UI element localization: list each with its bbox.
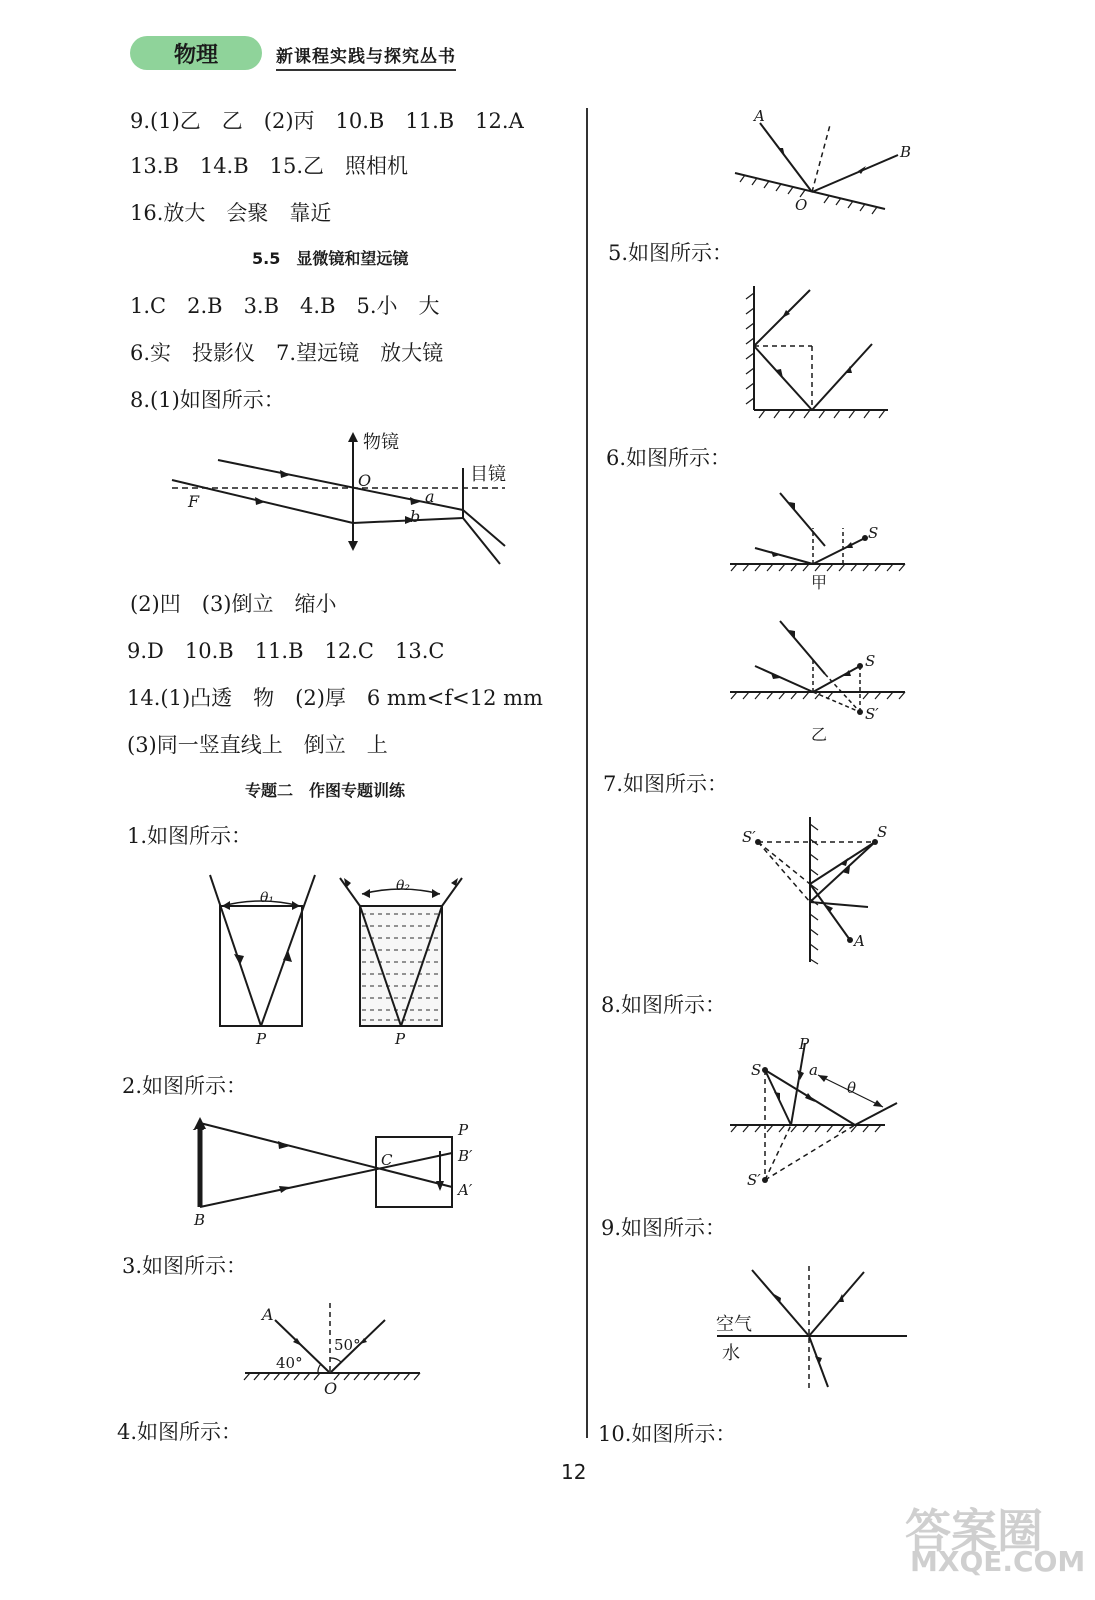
- label-O: O: [795, 196, 808, 214]
- question-5-label: 5.如图所示：: [608, 241, 734, 265]
- label-S: S: [877, 823, 888, 841]
- question-6-label: 6.如图所示：: [606, 446, 732, 470]
- angle-50-label: 50°: [334, 1336, 361, 1354]
- answer-line-14: 14.(1)凸透 物 (2)厚 6 mm<f<12 mm: [127, 686, 543, 710]
- label-S-prime: S′: [865, 705, 879, 723]
- angle-40-label: 40°: [276, 1354, 303, 1372]
- label-yi: 乙: [811, 725, 828, 744]
- microscope-diagram: [160, 430, 520, 580]
- question-7-label: 7.如图所示：: [603, 772, 729, 796]
- label-A: A: [754, 107, 765, 125]
- label-B: B: [194, 1211, 206, 1229]
- label-A: A: [194, 1116, 205, 1134]
- label-O: O: [324, 1379, 338, 1398]
- question-3-label: 3.如图所示：: [122, 1254, 248, 1278]
- reflection-diagram-6-yi: [725, 616, 915, 746]
- label-theta: θ: [847, 1079, 857, 1097]
- label-S-prime: S′: [742, 828, 756, 846]
- answer-line-9-12: 9.(1)乙 乙 (2)丙 10.B 11.B 12.A: [130, 109, 524, 133]
- answer-line-16: 16.放大 会聚 靠近: [130, 201, 332, 225]
- answer-line-1-5: 1.C 2.B 3.B 4.B 5.小 大: [130, 294, 440, 318]
- watermark-logo: 答案圈: [905, 1504, 1043, 1558]
- label-P-2: P: [395, 1030, 406, 1048]
- label-B: B: [900, 143, 912, 161]
- subject-badge: 物理: [130, 36, 262, 70]
- label-S: S: [865, 652, 876, 670]
- label-O: O: [358, 471, 372, 490]
- label-A: A: [262, 1305, 274, 1324]
- reflection-angle-diagram: [240, 1298, 430, 1398]
- label-b: b: [410, 507, 421, 526]
- answer-line-9-13: 9.D 10.B 11.B 12.C 13.C: [127, 639, 445, 663]
- answer-line-8: 8.(1)如图所示：: [130, 388, 285, 412]
- reflection-diagram-6-jia: [725, 488, 915, 598]
- label-B-prime: B′: [458, 1147, 473, 1165]
- label-F: F: [188, 492, 200, 511]
- section-heading-5-5: 5.5 显微镜和望远镜: [252, 249, 409, 268]
- question-2-label: 2.如图所示：: [122, 1074, 248, 1098]
- question-4-label: 4.如图所示：: [117, 1420, 243, 1444]
- corner-mirror-diagram: [740, 278, 900, 428]
- answer-line-13-15: 13.B 14.B 15.乙 照相机: [130, 154, 409, 178]
- section-heading-topic2: 专题二 作图专题训练: [245, 781, 406, 800]
- answer-line-14-3: (3)同一竖直线上 倒立 上: [127, 733, 388, 757]
- label-a: a: [425, 487, 435, 506]
- reflection-diagram-4: [730, 105, 920, 215]
- label-S: S: [751, 1061, 762, 1079]
- label-A: A: [854, 932, 865, 950]
- air-water-refraction-diagram: [712, 1262, 912, 1392]
- label-S-prime: S′: [747, 1171, 761, 1189]
- eyepiece-label: 目镜: [470, 464, 506, 485]
- label-C: C: [381, 1151, 393, 1169]
- series-title: 新课程实践与探究丛书: [276, 42, 456, 71]
- plane-mirror-diagram-7: [740, 812, 900, 967]
- page-number: 12: [561, 1460, 587, 1484]
- label-S: S: [868, 524, 879, 542]
- plane-mirror-diagram-8: [725, 1035, 915, 1195]
- water-label: 水: [722, 1343, 740, 1364]
- objective-label: 物镜: [363, 432, 399, 453]
- question-9-label: 9.如图所示：: [601, 1216, 727, 1240]
- question-8-label: 8.如图所示：: [601, 993, 727, 1017]
- label-A-prime: A′: [458, 1181, 473, 1199]
- question-10-label: 10.如图所示：: [598, 1422, 737, 1446]
- theta1-label: θ₁: [260, 890, 275, 906]
- label-P: P: [458, 1121, 469, 1139]
- air-label: 空气: [716, 1314, 752, 1335]
- answer-line-8-2-3: (2)凹 (3)倒立 缩小: [130, 592, 337, 616]
- column-divider: [586, 108, 588, 1438]
- label-P-1: P: [256, 1030, 267, 1048]
- label-a: a: [809, 1061, 818, 1079]
- theta2-label: θ₂: [396, 878, 411, 894]
- watermark-url: MXQE.COM: [910, 1545, 1086, 1578]
- refraction-containers-diagram: [200, 870, 480, 1050]
- question-1-label: 1.如图所示：: [127, 824, 253, 848]
- answer-line-6-7: 6.实 投影仪 7.望远镜 放大镜: [130, 341, 444, 365]
- label-P: P: [799, 1035, 810, 1053]
- label-jia: 甲: [811, 573, 828, 592]
- pinhole-camera-diagram: [190, 1115, 490, 1230]
